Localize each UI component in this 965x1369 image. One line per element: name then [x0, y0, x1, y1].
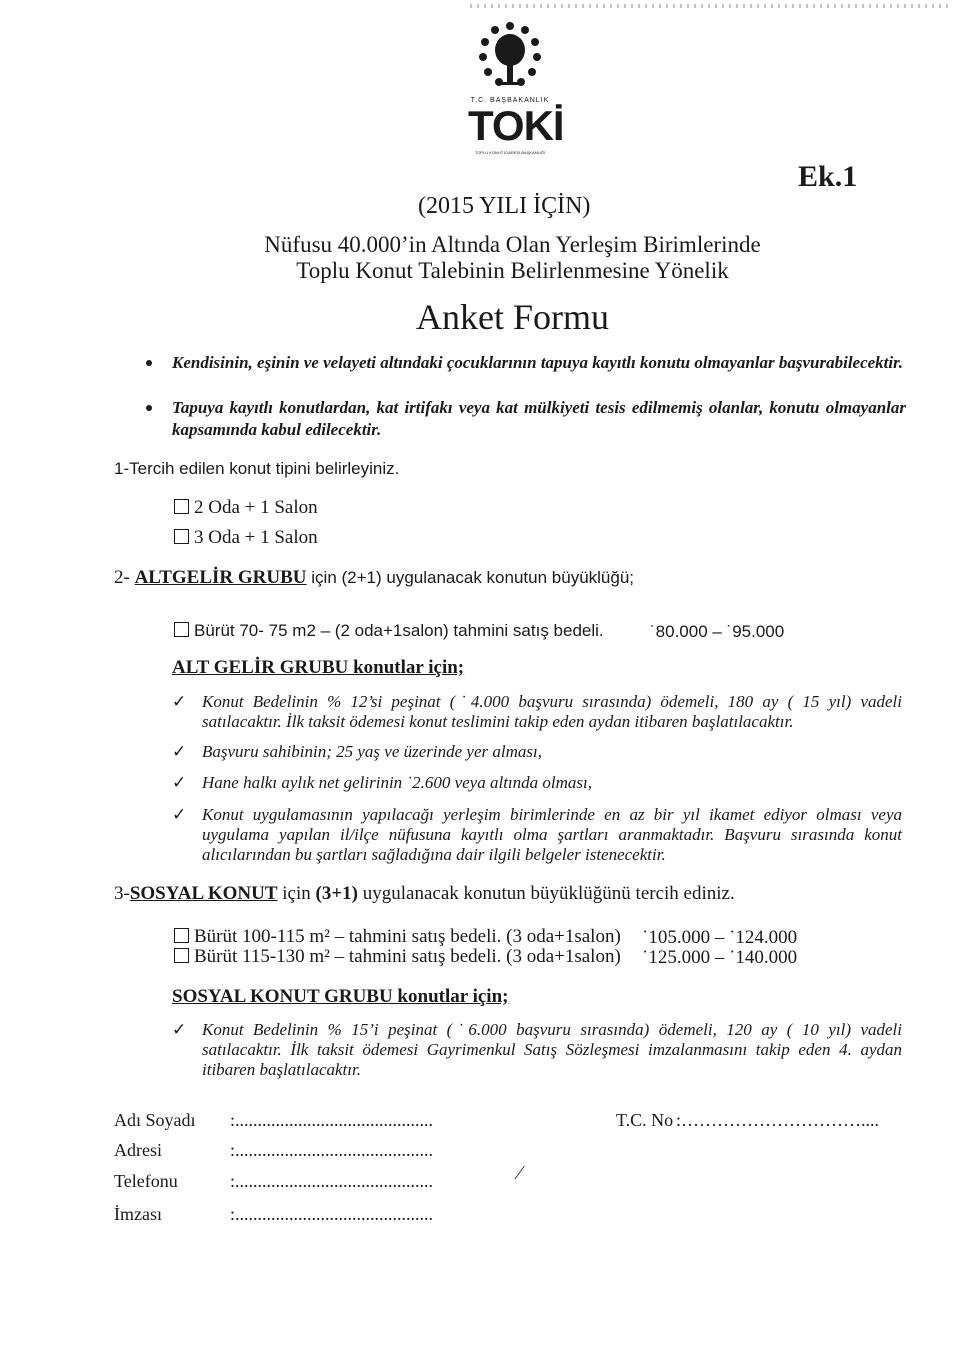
- signature-label: İmzası: [114, 1204, 162, 1224]
- title-line-1: Nüfusu 40.000’in Altında Olan Yerleşim Birimlerinde: [264, 232, 761, 257]
- q3-type: (3+1): [315, 883, 358, 904]
- tc-label: T.C. No: [616, 1110, 674, 1130]
- condition-text: Konut uygulamasının yapılacağı yerleşim birimlerinde en az bir yıl ikamet ediyor olması veya uygulama yapılan il/ilçe nüfusuna kayıtlı olma şartları aranmaktadır. Başvuru sırasında konut alıcılarından bu şartları sağladığına dair ilgili belgeler istenecektir.: [202, 805, 902, 864]
- option-label: 3 Oda + 1 Salon: [194, 527, 318, 548]
- q2-option-price: ˙80.000 – ˙95.000: [650, 622, 785, 641]
- checkbox-icon[interactable]: [174, 948, 189, 963]
- phone-label: Telefonu: [114, 1171, 178, 1191]
- q3-option-1-price: ˙105.000 – ˙124.000: [642, 927, 798, 948]
- address-label: Adresi: [114, 1140, 162, 1160]
- q2-option[interactable]: [174, 621, 604, 641]
- note-text: Kendisinin, eşinin ve velayeti altındaki çocuklarının tapuya kayıtlı konutu olmayanlar başvurabilecektir.: [172, 353, 904, 372]
- q1-option-2plus1[interactable]: [174, 497, 318, 519]
- title-line-2: Toplu Konut Talebinin Belirlenmesine Yönelik: [296, 258, 729, 283]
- q2-conditions-heading: ALT GELİR GRUBU konutlar için;: [172, 657, 465, 678]
- form-title: Anket Formu: [416, 297, 609, 337]
- option-label: Bürüt 115-130 m² – tahmini satış bedeli. (3 oda+1salon): [194, 946, 621, 967]
- checkbox-icon[interactable]: [174, 529, 189, 544]
- condition-text: Konut Bedelinin % 15’i peşinat (˙6.000 başvuru sırasında) ödemeli, 120 ay ( 10 yıl) vadeli satılacaktır. İlk taksit ödemesi Gayrimenkul Satış Sözleşmesi imzalanmasını takip eden 4. aydan itibaren başlatılacaktır.: [202, 1020, 902, 1079]
- address-field[interactable]: :............................................: [230, 1140, 434, 1160]
- q3-number: 3-: [114, 883, 130, 904]
- q3-conditions-heading: SOSYAL KONUT GRUBU konutlar için;: [172, 986, 509, 1007]
- condition-item: [172, 692, 902, 732]
- q3-option-1[interactable]: [174, 926, 621, 948]
- checkbox-icon[interactable]: [174, 622, 189, 637]
- phone-field[interactable]: :............................................: [230, 1171, 434, 1191]
- q1-option-3plus1[interactable]: [174, 527, 318, 549]
- toki-logo: [460, 20, 564, 160]
- checkmark-icon: ✓: [172, 742, 187, 761]
- condition-text: Başvuru sahibinin; 25 yaş ve üzerinde yer alması,: [202, 742, 542, 761]
- condition-text: Hane halkı aylık net gelirinin ˙2.600 veya altında olması,: [202, 773, 592, 792]
- q2-question: [114, 567, 634, 589]
- checkbox-icon[interactable]: [174, 499, 189, 514]
- pen-mark: ⁄: [518, 1162, 522, 1184]
- annex-label: Ek.1: [798, 160, 858, 193]
- checkbox-icon[interactable]: [174, 928, 189, 943]
- q3-option-2[interactable]: [174, 946, 621, 968]
- star-tree-emblem-icon: [460, 20, 560, 98]
- condition-item: [172, 805, 902, 865]
- note-item: [146, 397, 906, 441]
- note-item: [146, 352, 906, 374]
- q3-question: [114, 883, 735, 905]
- year-label: (2015 YILI İÇİN): [418, 193, 591, 219]
- checkmark-icon: ✓: [172, 805, 187, 824]
- scan-artifact: [470, 4, 950, 8]
- name-field[interactable]: :............................................: [230, 1110, 434, 1130]
- signature-field[interactable]: :............................................: [230, 1204, 434, 1224]
- bullet-icon: [146, 405, 152, 411]
- q1-question: 1-Tercih edilen konut tipini belirleyiniz.: [114, 459, 400, 478]
- option-label: 2 Oda + 1 Salon: [194, 497, 318, 518]
- condition-item: [172, 773, 902, 793]
- condition-text: Konut Bedelinin % 12’si peşinat (˙4.000 başvuru sırasında) ödemeli, 180 ay ( 15 yıl) vadeli satılacaktır. İlk taksit ödemesi konut teslimini takip eden aydan itibaren başlatılacaktır.: [202, 692, 902, 731]
- logo-main-text: TOKİ: [468, 102, 564, 149]
- condition-item: [172, 1020, 902, 1080]
- q2-question-text: için (2+1) uygulanacak konutun büyüklüğü;: [311, 568, 635, 587]
- logo-sub-text: TOPLU KONUT İDARESİ BAŞKANLIĞI: [474, 150, 546, 155]
- q3-text-a: için: [282, 883, 311, 904]
- q3-text-b: uygulanacak konutun büyüklüğünü tercih ediniz.: [362, 883, 735, 904]
- checkmark-icon: ✓: [172, 692, 187, 711]
- checkmark-icon: ✓: [172, 773, 187, 792]
- option-label: Bürüt 100-115 m² – tahmini satış bedeli. (3 oda+1salon): [194, 926, 621, 947]
- q3-group-name: SOSYAL KONUT: [129, 883, 278, 904]
- q3-option-2-price: ˙125.000 – ˙140.000: [642, 947, 798, 968]
- tc-field[interactable]: :…………………………....: [676, 1110, 880, 1130]
- note-text: Tapuya kayıtlı konutlardan, kat irtifakı veya kat mülkiyeti tesis edilmemiş olanlar, konutu olmayanlar kapsamında kabul edilecektir.: [172, 398, 906, 439]
- q2-group-name: ALTGELİR GRUBU: [134, 567, 307, 588]
- q2-number: 2-: [114, 567, 130, 588]
- name-label: Adı Soyadı: [114, 1110, 196, 1130]
- logo-top-text: T.C. BAŞBAKANLIK: [470, 97, 550, 104]
- condition-item: [172, 742, 902, 762]
- option-label: Bürüt 70- 75 m2 – (2 oda+1salon) tahmini satış bedeli.: [194, 621, 604, 640]
- bullet-icon: [146, 360, 152, 366]
- checkmark-icon: ✓: [172, 1020, 187, 1039]
